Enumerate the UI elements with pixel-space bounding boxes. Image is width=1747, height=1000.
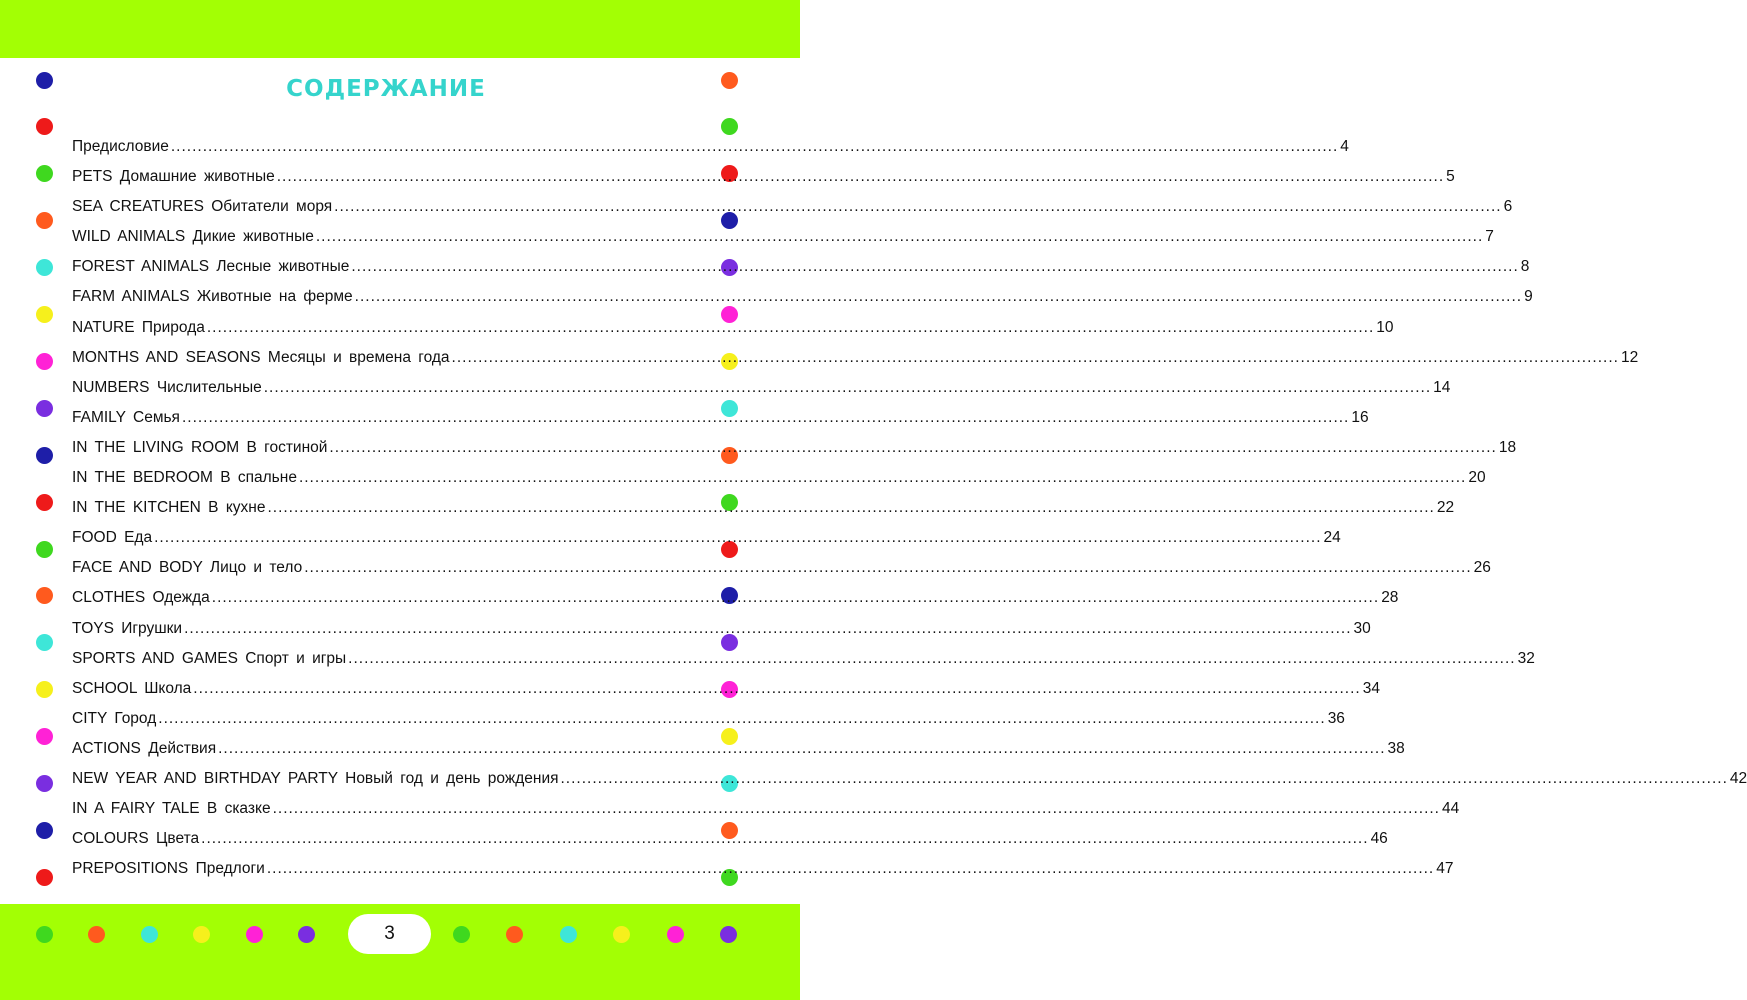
toc-entry-label: IN THE BEDROOM В спальне [72, 469, 297, 487]
toc-entry [72, 226, 1494, 256]
toc-entry-label: Предисловие [72, 138, 169, 155]
toc-leader-dots: ............................................................................................................................................................................................................................ [334, 198, 1502, 216]
toc-entry-label: SCHOOL Школа [72, 679, 192, 697]
toc-leader-dots: ............................................................................................................................................................................................................................ [351, 258, 1519, 276]
toc-entry-page: 16 [1351, 408, 1369, 426]
toc-leader-dots: ............................................................................................................................................................................................................................ [267, 499, 1435, 517]
toc-leader-dots: ............................................................................................................................................................................................................................ [181, 408, 1350, 426]
toc-entry-page: 20 [1468, 469, 1486, 487]
toc-entry-page: 4 [1340, 138, 1349, 155]
toc-leader-dots: ............................................................................................................................................................................................................................ [298, 469, 1467, 487]
toc-entry-page: 12 [1620, 348, 1639, 366]
toc-entry-page: 24 [1323, 529, 1341, 547]
toc-entry-page: 8 [1520, 258, 1530, 276]
bottom-dot [246, 926, 263, 943]
toc-entry [72, 798, 1460, 828]
bottom-dot [506, 926, 523, 943]
toc-entry [72, 557, 1491, 587]
toc-leader-dots: ............................................................................................................................................................................................................................ [329, 438, 1497, 456]
toc-entry-label: IN A FAIRY TALE В сказке [72, 800, 271, 818]
toc-leader-dots: ............................................................................................................................................................................................................................ [201, 830, 1369, 848]
toc-entry [72, 738, 1405, 768]
left-dot [36, 681, 53, 698]
toc-leader-dots: ............................................................................................................................................................................................................................ [354, 288, 1523, 306]
bottom-dot [613, 926, 630, 943]
toc-entry-label: SEA CREATURES Обитатели моря [72, 198, 333, 216]
toc-entry-page: 9 [1524, 288, 1533, 306]
toc-entry-page: 46 [1370, 830, 1388, 848]
toc-entry-label: FAMILY Семья [72, 408, 180, 426]
toc-leader-dots: ............................................................................................................................................................................................................................ [348, 649, 1516, 667]
toc-entry-label: SPORTS AND GAMES Спорт и игры [72, 649, 347, 667]
left-dot [36, 306, 53, 323]
toc-leader-dots: ............................................................................................................................................................................................................................ [154, 529, 1322, 547]
toc-leader-dots: ............................................................................................................................................................................................................................ [218, 739, 1386, 757]
toc-entry [72, 587, 1399, 617]
bottom-dot [453, 926, 470, 943]
left-dot [36, 634, 53, 651]
bottom-dot [560, 926, 577, 943]
toc-entry [72, 527, 1341, 557]
left-dot [36, 728, 53, 745]
bottom-dot [36, 926, 53, 943]
toc-entry-label: FARM ANIMALS Животные на ферме [72, 288, 353, 306]
toc-entry-label: PREPOSITIONS Предлоги [72, 860, 265, 878]
toc-entry-page: 26 [1473, 559, 1491, 577]
toc-entry-label: NATURE Природа [72, 318, 205, 336]
page-number: 3 [348, 914, 431, 954]
toc-entry-label: PETS Домашние животные [72, 168, 275, 186]
toc-entry [72, 497, 1455, 527]
toc-leader-dots: ............................................................................................................................................................................................................................ [211, 589, 1380, 607]
toc-entry-page: 28 [1381, 589, 1399, 607]
bottom-dot [193, 926, 210, 943]
left-dot [36, 353, 53, 370]
toc-leader-dots: ............................................................................................................................................................................................................................ [170, 138, 1339, 155]
toc-entry [72, 317, 1394, 347]
toc-leader-dots: ............................................................................................................................................................................................................................ [451, 348, 1619, 366]
page-title: СОДЕРЖАНИЕ [286, 76, 486, 102]
toc-entry-page: 34 [1362, 679, 1380, 697]
left-dot [36, 494, 53, 511]
bottom-dot [298, 926, 315, 943]
toc-entry-label: MONTHS AND SEASONS Месяцы и времена года [72, 348, 450, 366]
toc-entry [72, 286, 1533, 316]
bottom-dot [720, 926, 737, 943]
left-dot [36, 212, 53, 229]
toc-entry [72, 708, 1345, 738]
toc-entry-label: WILD ANIMALS Дикие животные [72, 228, 314, 246]
toc-entry [72, 407, 1369, 437]
toc-entry-page: 30 [1353, 619, 1371, 637]
toc-entry [72, 768, 1747, 798]
toc-entry [72, 196, 1513, 226]
toc-leader-dots: ............................................................................................................................................................................................................................ [560, 769, 1728, 787]
toc-entry [72, 437, 1517, 467]
toc-entry-page: 38 [1387, 739, 1405, 757]
toc-leader-dots: ............................................................................................................................................................................................................................ [315, 228, 1484, 246]
toc-leader-dots: ............................................................................................................................................................................................................................ [193, 679, 1361, 697]
bottom-dot [88, 926, 105, 943]
toc-entry-label: NEW YEAR AND BIRTHDAY PARTY Новый год и день рождения [72, 769, 559, 787]
toc-entry [72, 347, 1639, 377]
toc-entry-label: FACE AND BODY Лицо и тело [72, 559, 303, 577]
toc-entry [72, 618, 1371, 648]
left-dot [36, 869, 53, 886]
toc-entry-page: 42 [1729, 769, 1747, 787]
toc-entry-page: 32 [1517, 649, 1535, 667]
toc-leader-dots: ............................................................................................................................................................................................................................ [263, 378, 1432, 396]
toc-entry-label: ACTIONS Действия [72, 739, 217, 757]
toc-entry [72, 648, 1535, 678]
table-of-contents [72, 136, 1747, 888]
toc-leader-dots: ............................................................................................................................................................................................................................ [304, 559, 1472, 577]
toc-leader-dots: ............................................................................................................................................................................................................................ [184, 619, 1352, 637]
toc-entry-page: 5 [1446, 168, 1455, 186]
toc-entry [72, 136, 1349, 166]
toc-entry-page: 7 [1485, 228, 1494, 246]
toc-entry-label: FOOD Еда [72, 529, 153, 547]
toc-entry [72, 377, 1451, 407]
top-band [0, 0, 800, 58]
left-dot [36, 165, 53, 182]
toc-entry-label: COLOURS Цвета [72, 830, 200, 848]
toc-leader-dots: ............................................................................................................................................................................................................................ [266, 860, 1435, 878]
right-dot [721, 118, 738, 135]
bottom-dot [667, 926, 684, 943]
toc-entry-label: IN THE LIVING ROOM В гостиной [72, 438, 328, 456]
left-dot [36, 400, 53, 417]
toc-entry-label: TOYS Игрушки [72, 619, 183, 637]
left-dot [36, 447, 53, 464]
left-dot [36, 587, 53, 604]
toc-entry-page: 47 [1436, 860, 1454, 878]
toc-entry-label: CITY Город [72, 709, 157, 727]
toc-entry-label: IN THE KITCHEN В кухне [72, 499, 266, 517]
toc-entry-page: 22 [1436, 499, 1455, 517]
toc-entry-page: 18 [1498, 438, 1517, 456]
toc-entry-label: CLOTHES Одежда [72, 589, 210, 607]
toc-entry-page: 36 [1327, 709, 1345, 727]
left-dot [36, 259, 53, 276]
toc-entry [72, 678, 1380, 708]
toc-entry-page: 10 [1376, 318, 1394, 336]
toc-leader-dots: ............................................................................................................................................................................................................................ [276, 168, 1445, 186]
toc-leader-dots: ............................................................................................................................................................................................................................ [206, 318, 1375, 336]
left-dot [36, 822, 53, 839]
toc-entry-page: 6 [1503, 198, 1513, 216]
toc-entry-page: 44 [1442, 800, 1460, 818]
toc-entry-label: NUMBERS Числительные [72, 378, 262, 396]
toc-entry [72, 858, 1454, 888]
left-dot [36, 118, 53, 135]
bottom-dot [141, 926, 158, 943]
toc-entry [72, 467, 1486, 497]
left-dot [36, 775, 53, 792]
toc-entry [72, 166, 1455, 196]
toc-entry [72, 256, 1530, 286]
toc-entry-label: FOREST ANIMALS Лесные животные [72, 258, 350, 276]
toc-leader-dots: ............................................................................................................................................................................................................................ [272, 800, 1440, 818]
toc-entry [72, 828, 1388, 858]
toc-leader-dots: ............................................................................................................................................................................................................................ [158, 709, 1326, 727]
toc-entry-page: 14 [1433, 378, 1451, 396]
left-dot [36, 541, 53, 558]
